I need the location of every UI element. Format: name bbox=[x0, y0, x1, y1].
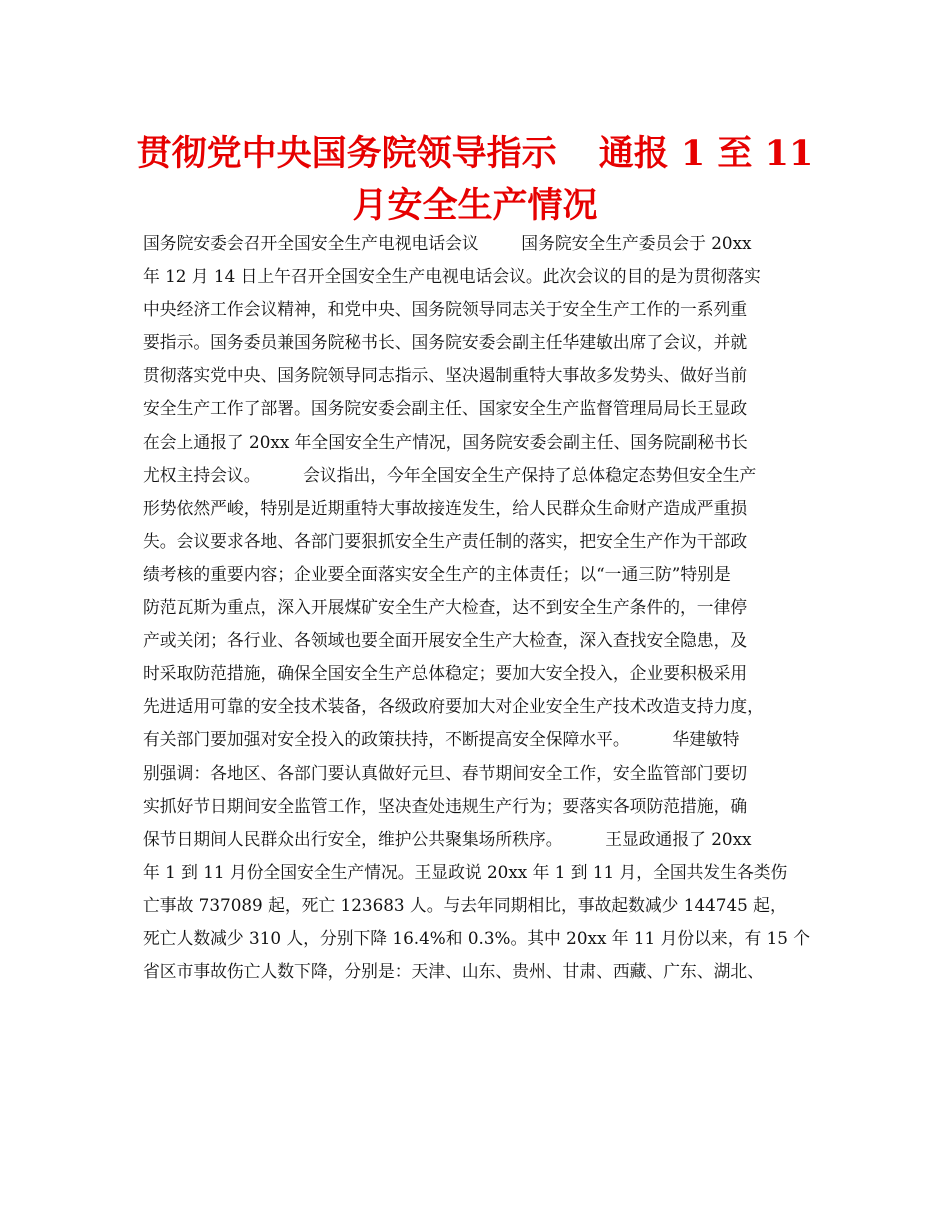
body-line: 产或关闭；各行业、各领域也要全面开展安全生产大检查，深入查找安全隐患，及 bbox=[143, 630, 748, 651]
title-line-1 bbox=[120, 128, 830, 180]
body-line: 保节日期间人民群众出行安全，维护公共聚集场所秩序。 王显政通报了 20xx bbox=[143, 828, 752, 849]
body-line: 国务院安委会召开全国安全生产电视电话会议 国务院安全生产委员会于 20xx bbox=[143, 233, 752, 253]
body-line: 实抓好节日期间安全监管工作，坚决查处违规生产行为；要落实各项防范措施，确 bbox=[143, 795, 748, 816]
body-line: 年 1 到 11 月份全国安全生产情况。王显政说 20xx 年 1 到 11 月，全国共发生各类伤 bbox=[143, 861, 788, 882]
body-line: 防范瓦斯为重点，深入开展煤矿安全生产大检查，达不到安全生产条件的，一律停 bbox=[143, 597, 748, 618]
body-line: 别强调：各地区、各部门要认真做好元旦、春节期间安全工作，安全监管部门要切 bbox=[143, 762, 748, 783]
body-line: 贯彻落实党中央、国务院领导同志指示、坚决遏制重特大事故多发势头、做好当前 bbox=[143, 365, 748, 386]
title-line-2: 月安全生产情况 bbox=[352, 185, 598, 226]
body-line: 在会上通报了 20xx 年全国安全生产情况，国务院安委会副主任、国务院副秘书长 bbox=[143, 431, 748, 452]
body-line: 失。会议要求各地、各部门要狠抓安全生产责任制的落实，把安全生产作为干部政 bbox=[143, 530, 748, 551]
body-line: 时采取防范措施，确保全国安全生产总体稳定；要加大安全投入，企业要积极采用 bbox=[143, 663, 748, 684]
body-line: 绩考核的重要内容；企业要全面落实安全生产的主体责任；以“一通三防”特别是 bbox=[143, 563, 731, 584]
body-line: 省区市事故伤亡人数下降，分别是：天津、山东、贵州、甘肃、西藏、广东、湖北、 bbox=[143, 961, 764, 982]
body-line: 要指示。国务委员兼国务院秘书长、国务院安委会副主任华建敏出席了会议，并就 bbox=[143, 332, 748, 353]
title-part-2: 通报 1 至 11 bbox=[598, 133, 814, 174]
body-line: 尤权主持会议。 会议指出，今年全国安全生产保持了总体稳定态势但安全生产 bbox=[143, 464, 757, 485]
body-line: 有关部门要加强对安全投入的政策扶持，不断提高安全保障水平。 华建敏特 bbox=[143, 729, 740, 750]
body-line: 死亡人数减少 310 人，分别下降 16.4%和 0.3%。其中 20xx 年 11 月份以来，有 15 个 bbox=[143, 927, 811, 948]
body-line: 亡事故 737089 起，死亡 123683 人。与去年同期相比，事故起数减少 144745 起， bbox=[143, 894, 787, 915]
body-line: 安全生产工作了部署。国务院安委会副主任、国家安全生产监督管理局局长王显政 bbox=[143, 398, 748, 419]
body-line: 中央经济工作会议精神，和党中央、国务院领导同志关于安全生产工作的一系列重 bbox=[143, 299, 748, 320]
document-title bbox=[120, 128, 830, 232]
body-line: 形势依然严峻，特别是近期重特大事故接连发生，给人民群众生命财产造成严重损 bbox=[143, 497, 748, 518]
body-line: 年 12 月 14 日上午召开全国安全生产电视电话会议。此次会议的目的是为贯彻落实 bbox=[143, 266, 761, 287]
body-line: 先进适用可靠的安全技术装备，各级政府要加大对企业安全生产技术改造支持力度， bbox=[143, 696, 764, 717]
title-part-1: 贯彻党中央国务院领导指示 bbox=[136, 133, 557, 174]
document-body bbox=[143, 227, 843, 988]
